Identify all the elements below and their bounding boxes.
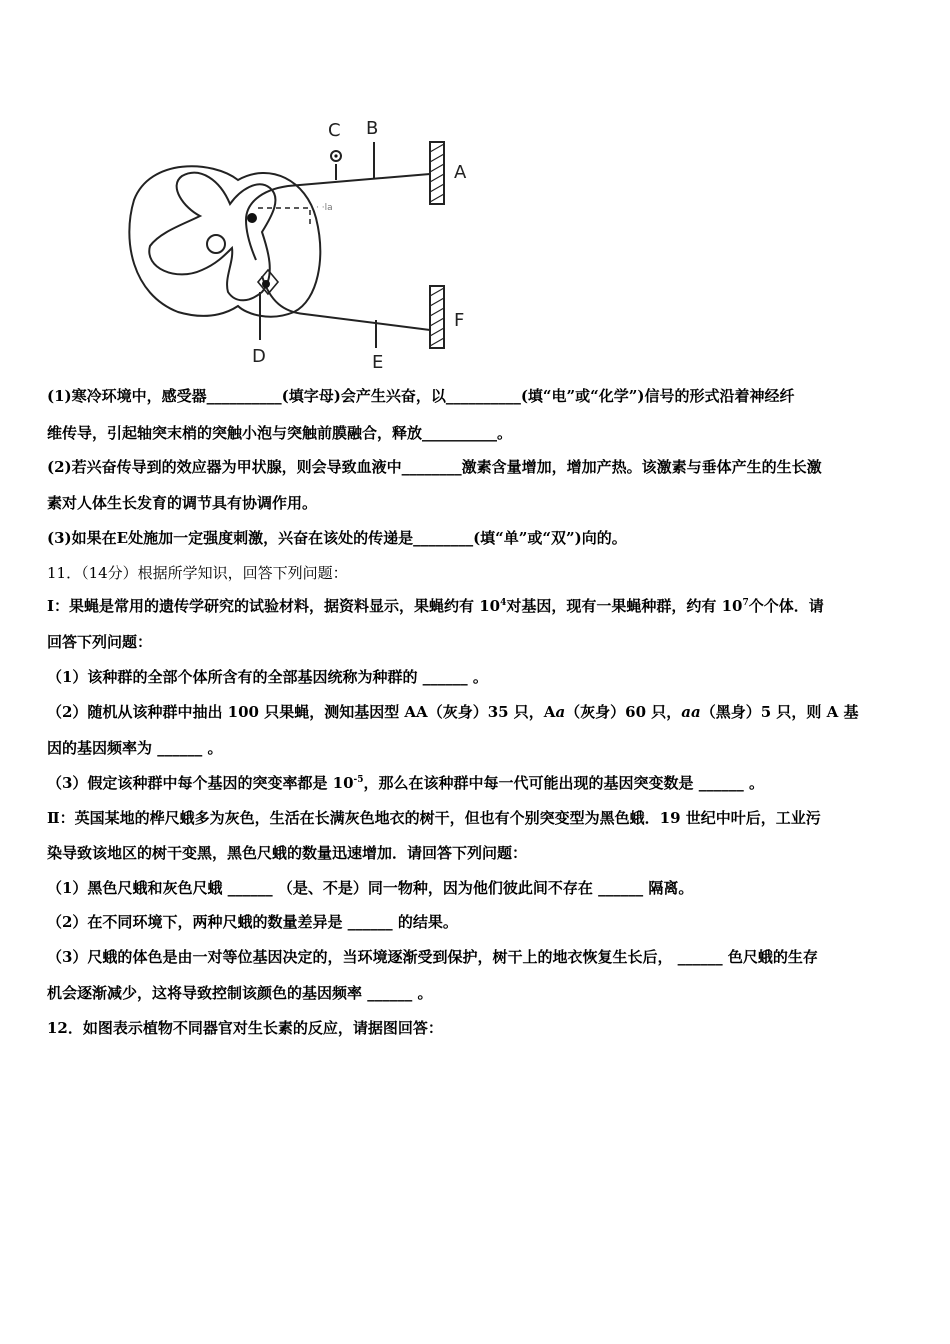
q11-q3-sup: -5 xyxy=(353,775,364,785)
label-c: C xyxy=(328,120,341,141)
q11-part2-q2: （2）在不同环境下，两种尺蛾的数量差异是 ______ 的结果。 xyxy=(47,913,458,931)
q11-part2-line2: 染导致该地区的树干变黑，黑色尺蛾的数量迅速增加．请回答下列问题： xyxy=(47,844,528,862)
q11-part1-text-a: Ⅰ：果蝇是常用的遗传学研究的试验材料，据资料显示，果蝇约有 10 xyxy=(47,597,501,615)
label-d: D xyxy=(252,346,266,367)
q11-part1-text-c: 个个体．请 xyxy=(748,597,824,615)
q11-part1-q3 xyxy=(47,773,907,793)
label-note: · ·la xyxy=(316,203,333,213)
q11-part1-line2: 回答下列问题： xyxy=(47,633,153,651)
q11-part2-q1: （1）黑色尺蛾和灰色尺蛾 ______ （是、不是）同一物种，因为他们彼此间不存在 ______ 隔离。 xyxy=(47,879,694,897)
q11-part2-q3-line1: （3）尺蛾的体色是由一对等位基因决定的，当环境逐渐受到保护，树干上的地衣恢复生长后， ______ 色尺蛾的生存 xyxy=(47,948,818,966)
q11-part1-text-b: 对基因，现有一果蝇种群，约有 10 xyxy=(506,597,743,615)
label-f: F xyxy=(454,310,465,331)
q11-q3-text-a: （3）假定该种群中每个基因的突变率都是 10 xyxy=(47,774,354,792)
q11-q2-genotype: aa xyxy=(681,703,701,721)
q10-part3-line1: (3)如果在E处施加一定强度刺激，兴奋在该处的传递是________(填“单”或“双”)向的。 xyxy=(47,529,627,547)
q10-part1-line2: 维传导，引起轴突末梢的突触小泡与突触前膜融合，释放__________。 xyxy=(47,424,513,442)
q11-part1-q2 xyxy=(47,702,907,722)
label-a: A xyxy=(454,162,467,183)
label-b: B xyxy=(366,118,379,139)
q11-q2-text-c: （灰身）60 只， xyxy=(565,703,682,721)
q11-part1-sup-a: 4 xyxy=(500,598,507,608)
afferent-path xyxy=(246,174,430,260)
efferent-path xyxy=(262,276,430,330)
q11-q3-text-b: ，那么在该种群中每一代可能出现的基因突变数是 ______ 。 xyxy=(363,774,764,792)
label-e: E xyxy=(372,352,384,373)
reflex-arc-diagram xyxy=(120,108,480,376)
reflex-arc-svg xyxy=(120,108,480,376)
q11-part1-q1: （1）该种群的全部个体所含有的全部基因统称为种群的 ______ 。 xyxy=(47,668,488,686)
q10-part2-line2: 素对人体生长发育的调节具有协调作用。 xyxy=(47,494,318,512)
q11-part2-q3-line2: 机会逐渐减少，这将导致控制该颜色的基因频率 ______ 。 xyxy=(47,984,433,1002)
q11-part1-line1 xyxy=(47,596,907,616)
q11-header: 11．（14分）根据所学知识，回答下列问题： xyxy=(47,564,348,582)
q11-q2-allele: a xyxy=(555,703,566,721)
hatch-f xyxy=(430,288,444,346)
q11-part1-sup-b: 7 xyxy=(742,598,749,608)
q11-q2-text-e: （黑身）5 只，则 A 基 xyxy=(700,703,859,721)
q10-part1-line1: (1)寒冷环境中，感受器__________(填字母)会产生兴奋，以__________(填“电”或“化学”)信号的形式沿着神经纤 xyxy=(47,387,795,405)
q11-part2-line1: Ⅱ：英国某地的桦尺蛾多为灰色，生活在长满灰色地衣的树干，但也有个别突变型为黑色蛾．19 世纪中叶后，工业污 xyxy=(47,809,821,827)
q10-part2-line1: (2)若兴奋传导到的效应器为甲状腺，则会导致血液中________激素含量增加，增加产热。该激素与垂体产生的生长激 xyxy=(47,458,822,476)
hatch-a xyxy=(430,144,444,202)
q12-header: 12．如图表示植物不同器官对生长素的反应，请据图回答： xyxy=(47,1019,443,1037)
neuron-body-dot xyxy=(247,213,257,223)
synapse-dot xyxy=(262,280,270,288)
q11-part1-q2-line2: 因的基因频率为 ______ 。 xyxy=(47,739,223,757)
central-canal xyxy=(207,235,225,253)
q11-q2-text-a: （2）随机从该种群中抽出 100 只果蝇，测知基因型 AA（灰身）35 只，A xyxy=(47,703,556,721)
